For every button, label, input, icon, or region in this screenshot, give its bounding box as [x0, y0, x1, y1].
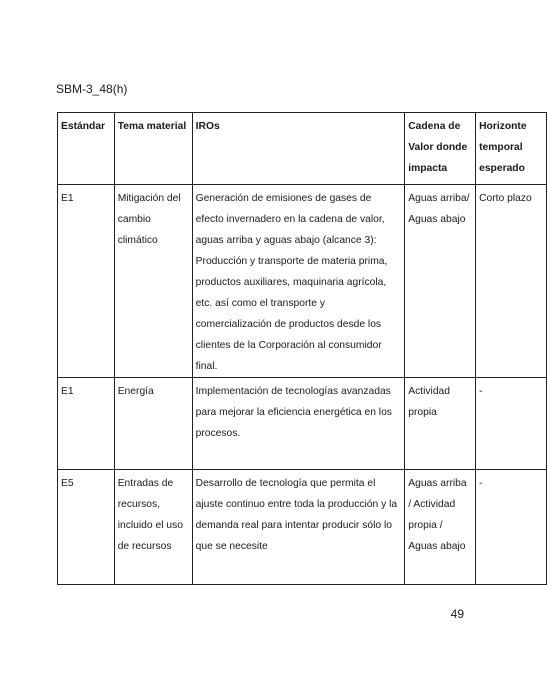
materiality-table: [57, 112, 547, 585]
cell-standard: E1: [58, 378, 115, 470]
cell-iro: Desarrollo de tecnología que permita el ajuste continuo entre toda la producción y la demanda real para intentar producir sólo lo que se necesite: [192, 470, 405, 585]
page-number: 49: [450, 607, 464, 621]
cell-value-chain: Actividad propia: [405, 378, 476, 470]
cell-horizon: -: [476, 378, 547, 470]
cell-value-chain: Aguas arriba / Actividad propia / Aguas abajo: [405, 470, 476, 585]
cell-horizon: -: [476, 470, 547, 585]
table-header-row: [58, 113, 547, 185]
cell-topic: Energía: [114, 378, 192, 470]
header-horizon: Horizonte temporal esperado: [476, 113, 547, 185]
cell-iro: Generación de emisiones de gases de efecto invernadero en la cadena de valor, aguas arriba y aguas abajo (alcance 3): Producción y transporte de materia prima, productos auxiliares, maquinaria agrícola, etc. así como el transporte y comercialización de productos desde los clientes de la Corporación al consumidor final.: [192, 185, 405, 378]
header-topic: Tema material: [114, 113, 192, 185]
cell-iro: Implementación de tecnologías avanzadas para mejorar la eficiencia energética en los procesos.: [192, 378, 405, 470]
header-standard: Estándar: [58, 113, 115, 185]
header-value-chain: Cadena de Valor donde impacta: [405, 113, 476, 185]
cell-topic: Mitigación del cambio climático: [114, 185, 192, 378]
section-reference: SBM-3_48(h): [56, 82, 128, 96]
table-row: [58, 378, 547, 470]
cell-value-chain: Aguas arriba/ Aguas abajo: [405, 185, 476, 378]
cell-standard: E1: [58, 185, 115, 378]
cell-standard: E5: [58, 470, 115, 585]
cell-horizon: Corto plazo: [476, 185, 547, 378]
table-row: [58, 185, 547, 378]
materiality-table-container: [57, 112, 532, 592]
table-row: [58, 470, 547, 585]
header-iros: IROs: [192, 113, 405, 185]
cell-topic: Entradas de recursos, incluido el uso de recursos: [114, 470, 192, 585]
